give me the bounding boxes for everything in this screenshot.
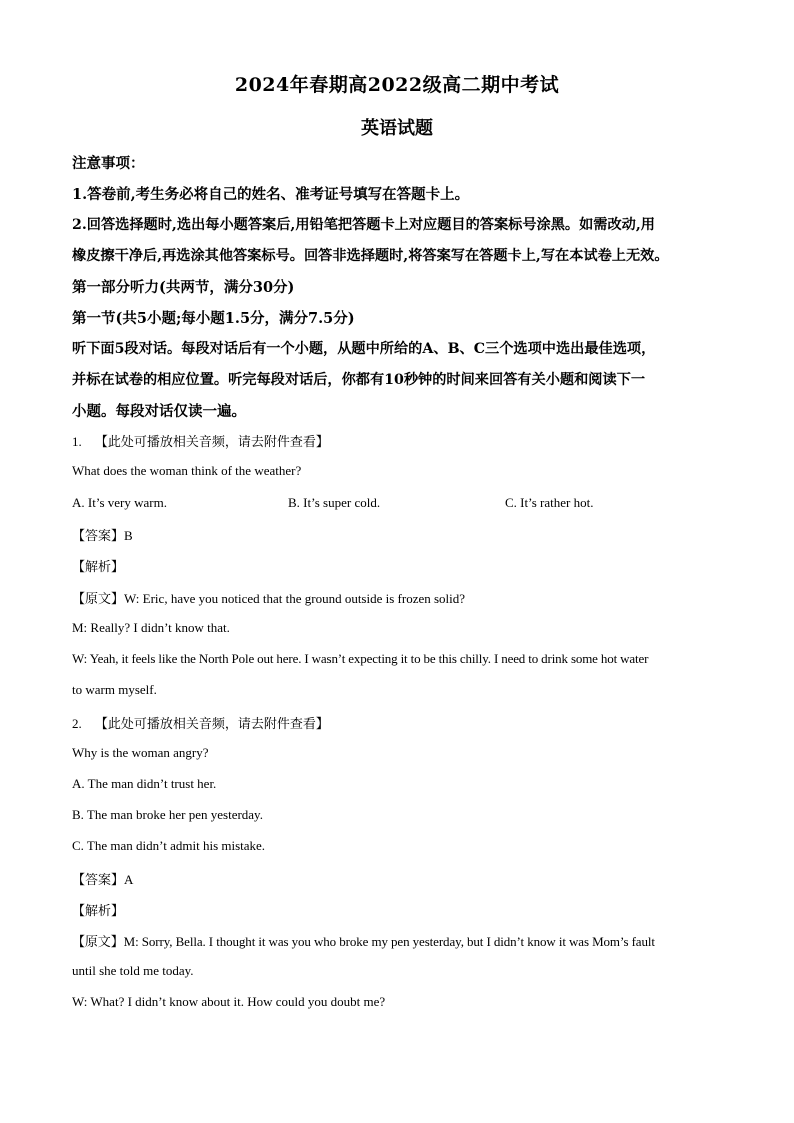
instructions-line-1: 听下面5段对话。每段对话后有一个小题，从题中所给的A、B、C三个选项中选出最佳选项，: [72, 341, 656, 357]
question-1-answer-label: 【答案】: [72, 529, 125, 544]
question-2-answer-label: 【答案】: [72, 873, 125, 888]
question-2-transcript-label: 【原文】: [72, 935, 124, 950]
question-1-option-b: B. It’s super cold.: [288, 495, 381, 510]
question-2-number: 2.: [72, 716, 82, 731]
question-2-analysis-label: 【解析】: [72, 904, 125, 919]
question-1-transcript-3b: to warm myself.: [72, 682, 157, 697]
notice-item-2-line-1: 2.回答选择题时,选出每小题答案后,用铅笔把答题卡上对应题目的答案标号涂黑。如需改动,用: [72, 217, 655, 233]
notice-heading: 注意事项：: [72, 155, 145, 172]
question-1-transcript-row-1: [72, 588, 732, 607]
question-2-transcript-2: W: What? I didn’t know about it. How could you doubt me?: [72, 994, 386, 1009]
question-1-answer: B: [124, 528, 133, 543]
question-2-audio-link[interactable]: 【此处可播放相关音频，请去附件查看】: [94, 717, 329, 732]
question-1-number: 1.: [72, 434, 82, 449]
question-1-analysis-label: 【解析】: [72, 560, 125, 575]
question-1-transcript-2: M: Really? I didn’t know that.: [72, 620, 230, 635]
notice-item-1: 1.答卷前,考生务必将自己的姓名、准考证号填写在答题卡上。: [72, 186, 470, 203]
question-2-transcript-1b: until she told me today.: [72, 963, 194, 978]
question-1-audio-row: [72, 431, 732, 450]
question-1-option-c: C. It’s rather hot.: [505, 495, 594, 510]
question-2-option-a: A. The man didn’t trust her.: [72, 776, 217, 791]
exam-title: 2024年春期高2022级高二期中考试: [234, 74, 560, 96]
exam-subtitle: 英语试题: [361, 118, 433, 139]
instructions-line-2: 并标在试卷的相应位置。听完每段对话后，你都有10秒钟的时间来回答有关小题和阅读下一: [72, 372, 646, 388]
section-1-heading: 第一节(共5小题;每小题1.5分，满分7.5分): [72, 310, 355, 327]
question-2-answer-row: [72, 869, 732, 888]
instructions-line-3: 小题。每段对话仅读一遍。: [72, 403, 246, 420]
question-1-transcript-label: 【原文】: [72, 592, 125, 607]
question-2-transcript-1a: M: Sorry, Bella. I thought it was you who broke my pen yesterday, but I didn’t know it was Mom’s fault: [123, 934, 655, 949]
question-2-text: Why is the woman angry?: [72, 745, 209, 760]
question-2-answer: A: [124, 872, 134, 887]
question-2-option-c: C. The man didn’t admit his mistake.: [72, 838, 266, 853]
question-1-answer-row: [72, 525, 732, 544]
question-1-transcript-1: W: Eric, have you noticed that the ground outside is frozen solid?: [124, 591, 466, 606]
part-1-heading: 第一部分听力(共两节，满分30分): [72, 279, 295, 296]
notice-item-2-line-2: 橡皮擦干净后,再选涂其他答案标号。回答非选择题时,将答案写在答题卡上,写在本试卷上无效。: [72, 248, 669, 264]
question-1-option-a: A. It’s very warm.: [72, 495, 167, 510]
question-2-transcript-row-1: [72, 931, 732, 950]
question-1-text: What does the woman think of the weather?: [72, 463, 302, 478]
question-2-option-b: B. The man broke her pen yesterday.: [72, 807, 263, 822]
question-1-transcript-3a: W: Yeah, it feels like the North Pole out here. I wasn’t expecting it to be this chilly. I need to drink some hot water: [72, 651, 649, 666]
question-2-audio-row: [72, 713, 732, 732]
question-1-audio-link[interactable]: 【此处可播放相关音频，请去附件查看】: [94, 435, 329, 450]
